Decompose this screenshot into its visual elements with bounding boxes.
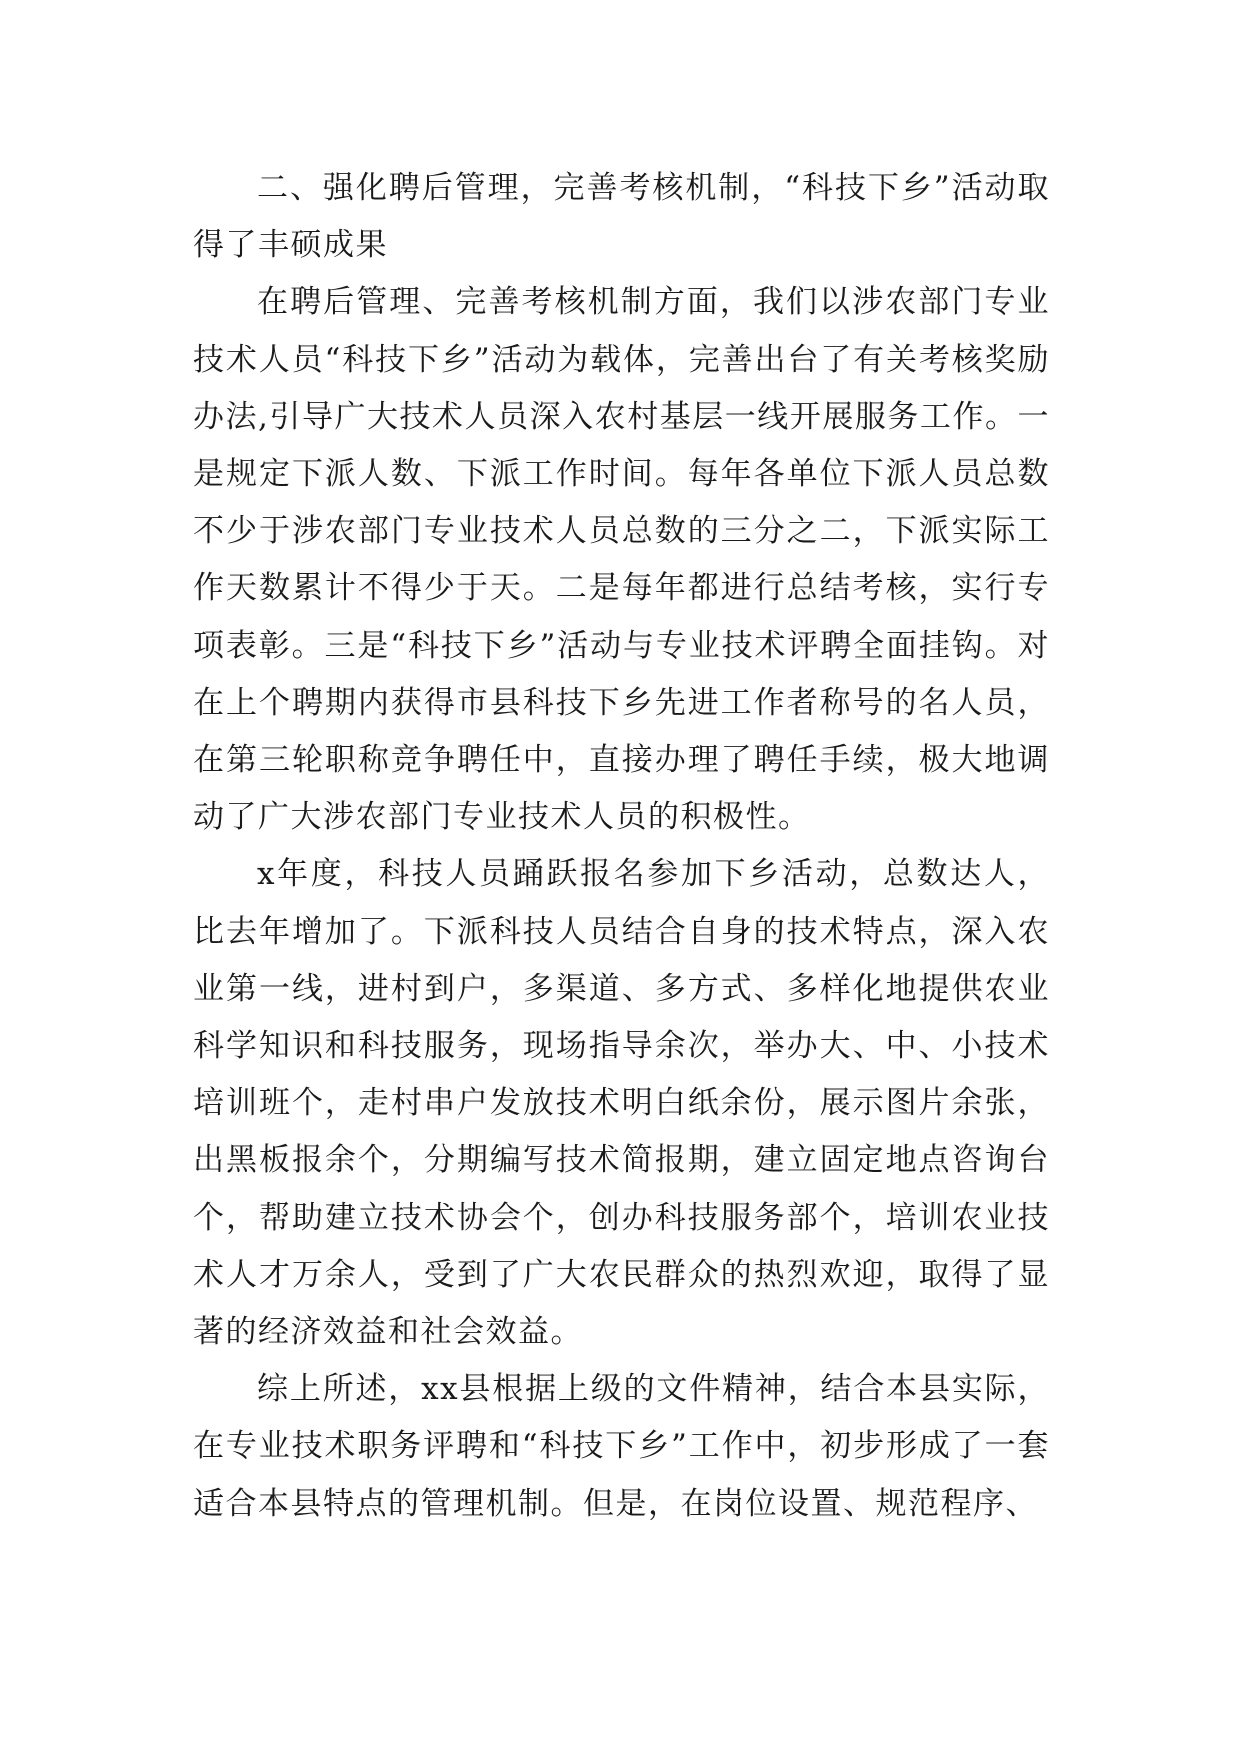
paragraph-summary: 综上所述，xx县根据上级的文件精神，结合本县实际，在专业技术职务评聘和“科技下乡”工作中，初步形成了一套适合本县特点的管理机制。但是，在岗位设置、规范程序、	[193, 1371, 1050, 1522]
document-body	[193, 160, 1050, 1533]
paragraph-review-mechanism: 在聘后管理、完善考核机制方面，我们以涉农部门专业技术人员“科技下乡”活动为载体，完善出台了有关考核奖励办法,引导广大技术人员深入农村基层一线开展服务工作。一是规定下派人数、下派工作时间。每年各单位下派人员总数不少于涉农部门专业技术人员总数的三分之二，下派实际工作天数累计不得少于天。二是每年都进行总结考核，实行专项表彰。三是“科技下乡”活动与专业技术评聘全面挂钩。对在上个聘期内获得市县科技下乡先进工作者称号的名人员，在第三轮职称竞争聘任中，直接办理了聘任手续，极大地调动了广大涉农部门专业技术人员的积极性。	[193, 284, 1050, 836]
paragraph-annual-results: x年度，科技人员踊跃报名参加下乡活动，总数达人，比去年增加了。下派科技人员结合自身的技术特点，深入农业第一线，进村到户，多渠道、多方式、多样化地提供农业科学知识和科技服务，现场指导余次，举办大、中、小技术培训班个，走村串户发放技术明白纸余份，展示图片余张，出黑板报余个，分期编写技术简报期，建立固定地点咨询台个，帮助建立技术协会个，创办科技服务部个，培训农业技术人才万余人，受到了广大农民群众的热烈欢迎，取得了显著的经济效益和社会效益。	[193, 856, 1050, 1351]
section-heading: 二、强化聘后管理，完善考核机制，“科技下乡”活动取得了丰硕成果	[193, 170, 1050, 264]
